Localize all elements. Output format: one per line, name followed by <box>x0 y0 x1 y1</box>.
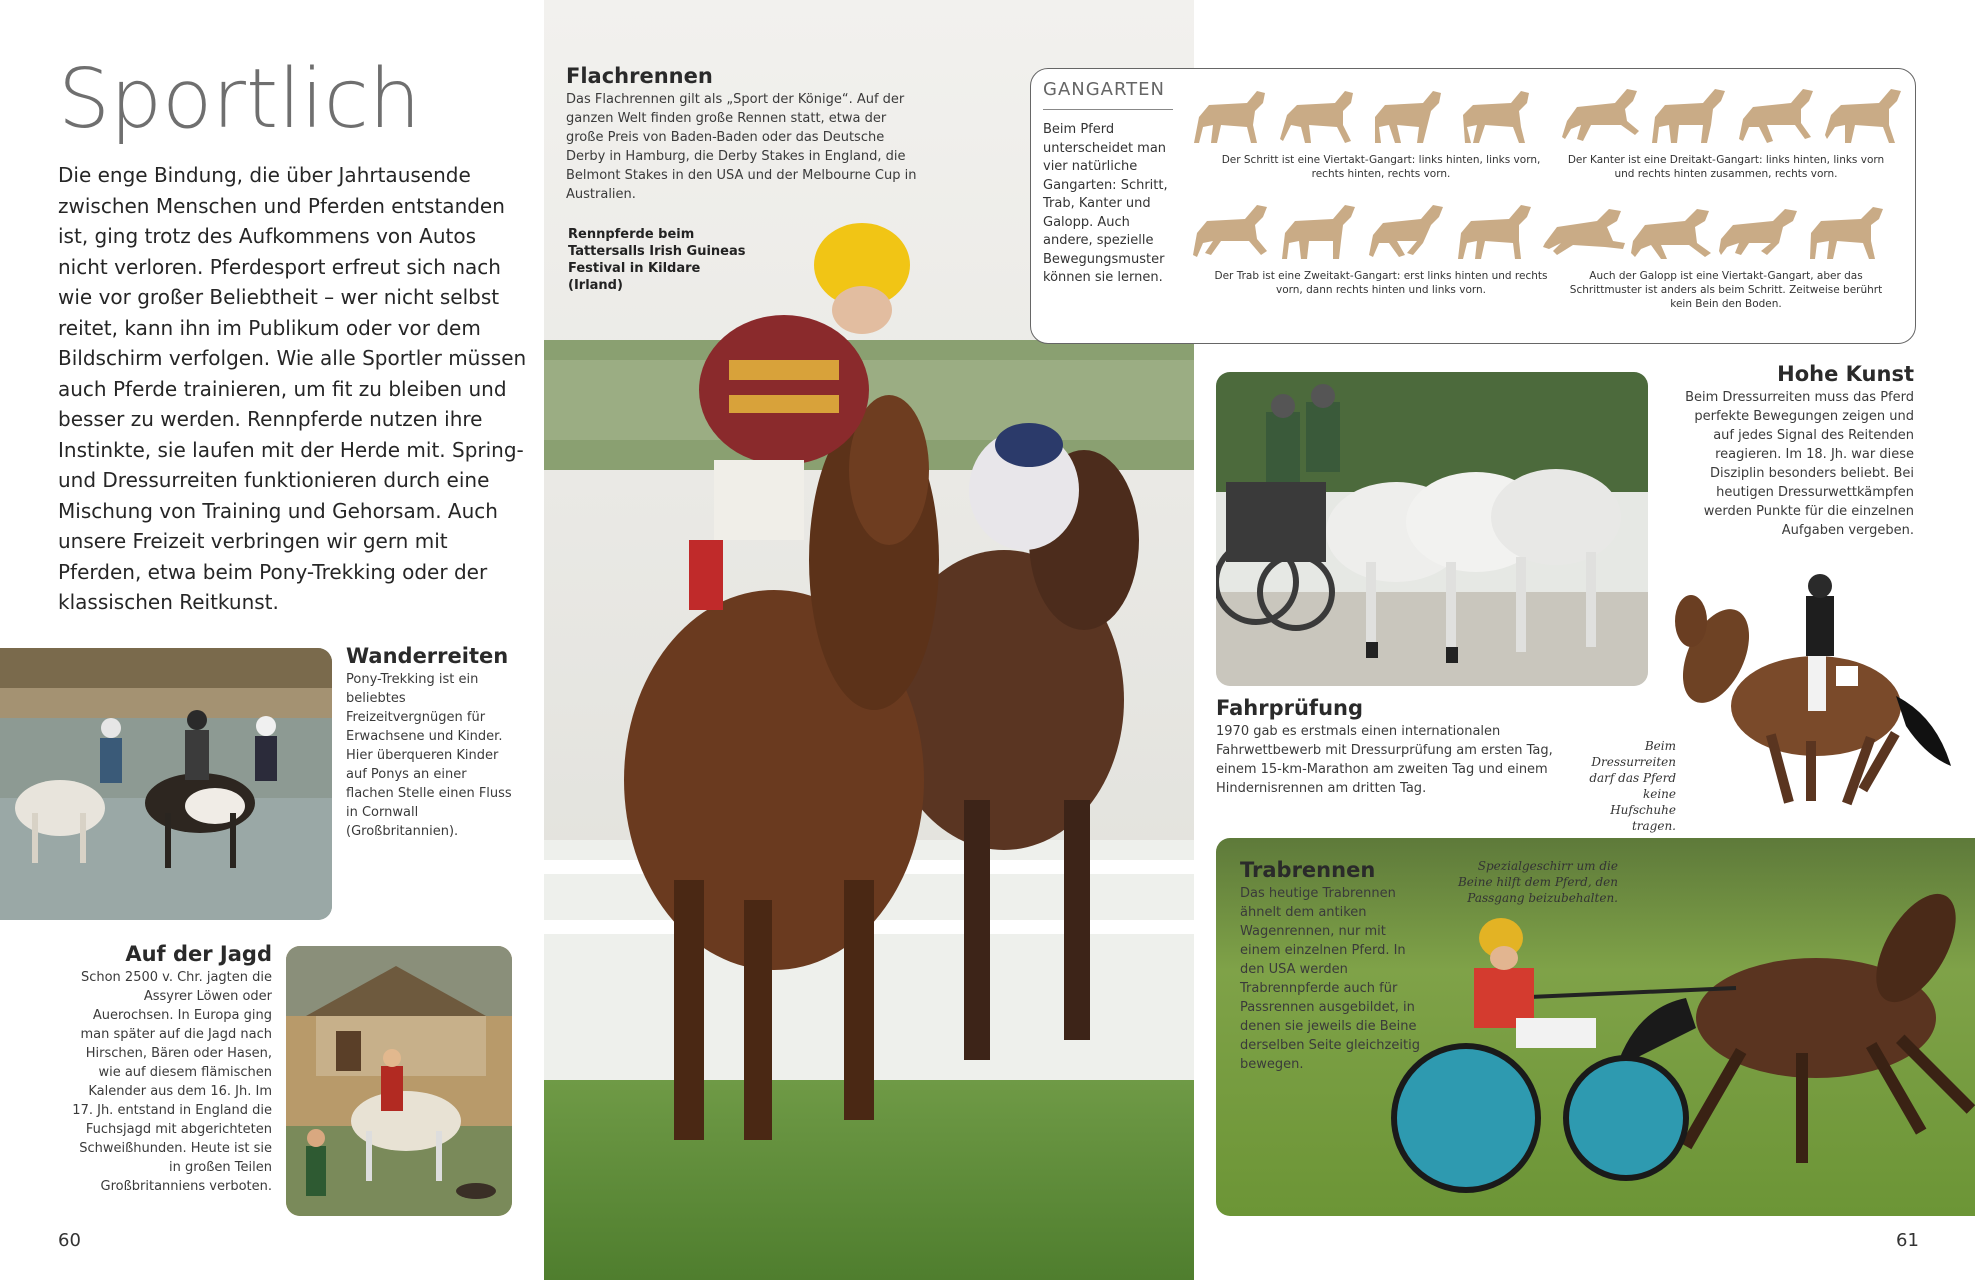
wanderreiten-text: Pony-Trekking ist ein beliebtes Freizeitvergnügen für Erwachsene und Kinder. Hier überqueren Kinder auf Ponys an einer flachen Stelle einen Fluss in Cornwall (Großbritannien). <box>346 672 512 839</box>
kanter-caption: Der Kanter ist eine Dreitakt-Gangart: links hinten, links vorn und rechts hinten zusammen, rechts vorn. <box>1567 154 1885 180</box>
hohe-kunst-note: Beim Dressurreiten darf das Pferd keine Hufschuhe tragen. <box>1589 739 1676 833</box>
trabrennen-text: Das heutige Trabrennen ähnelt dem antiken Wagenrennen, nur mit einem einzelnen Pferd. In den USA werden Trabrennpferde auch für Passrennen ausgebildet, in denen sie jeweils die Beine derselben Seite gleichzeitig bewegen. <box>1240 886 1420 1072</box>
intro-text: Die enge Bindung, die über Jahrtausende zwischen Menschen und Pferden entstanden ist, ging trotz des Aufkommens von Autos nicht verloren. Pferdesport erfreut sich nach wie vor großer Beliebtheit – wer nicht selbst reitet, kann ihn im Publikum oder vor dem Bildschirm verfolgen. Wie alle Sportler müssen auch Pferde trainieren, um fit zu bleiben und besser zu werden. Rennpferde nutzen ihre Instinkte, sie laufen mit der Herde mit. Spring- und Dressurreiten funktionieren durch eine Mischung von Training und Gehorsam. Auch unsere Freizeit verbringen wir gern mit Pferden, etwa beim Pony-Trekking oder der klassischen Reitkunst. <box>58 163 527 614</box>
horse-silhouette-icon <box>1279 197 1363 267</box>
hohe-kunst-text: Beim Dressurreiten muss das Pferd perfekte Bewegungen zeigen und auf jedes Signal des Reitenden reagieren. Im 18. Jh. war diese Disziplin besonders beliebt. Bei heutigen Dressurwettkämpfen werden Punkte für die einzelnen Aufgaben vergeben. <box>1685 390 1914 538</box>
galopp-horses <box>1543 197 1891 267</box>
horse-silhouette-icon <box>1561 81 1645 151</box>
fahrpruefung-photo <box>1216 372 1648 686</box>
horse-silhouette-icon <box>1631 197 1715 267</box>
wanderreiten-title: Wanderreiten <box>346 644 509 668</box>
gangarten-title: GANGARTEN <box>1043 79 1166 100</box>
trab-caption: Der Trab ist eine Zweitakt-Gangart: erst links hinten und rechts vorn, dann rechts hinten und links vorn. <box>1214 270 1548 296</box>
horse-silhouette-icon <box>1719 197 1803 267</box>
flachrennen-caption: Rennpferde beim Tattersalls Irish Guineas Festival in Kildare (Irland) <box>568 227 746 293</box>
horse-silhouette-icon <box>1737 81 1821 151</box>
horse-silhouette-icon <box>1649 81 1733 151</box>
hohe-kunst-title: Hohe Kunst <box>1777 362 1914 386</box>
horse-silhouette-icon <box>1807 197 1891 267</box>
gangarten-divider <box>1043 109 1173 110</box>
dressur-horse-photo <box>1666 556 1962 824</box>
jagd-text: Schon 2500 v. Chr. jagten die Assyrer Löwen oder Auerochsen. In Europa ging man später auf die Jagd nach Hirschen, Bären oder Hasen, wie auf diesem flämischen Kalender aus dem 16. Jh. Im 17. Jh. entstand in England die Fuchsjagd mit abgerichteten Schweißhunden. Heute ist sie in großen Teilen Großbritanniens verboten. <box>72 970 272 1194</box>
page-title: Sportlich <box>58 52 421 147</box>
fahrpruefung-title: Fahrprüfung <box>1216 696 1363 720</box>
kanter-horses <box>1561 81 1909 151</box>
page-number-left: 60 <box>58 1230 81 1251</box>
jagd-painting <box>286 946 512 1216</box>
flachrennen-text: Das Flachrennen gilt als „Sport der Könige“. Auf der ganzen Welt finden große Rennen statt, etwa der große Preis von Baden-Baden oder das Deutsche Derby in Hamburg, die Derby Stakes in England, die Belmont Stakes in den USA und der Melbourne Cup in Australien. <box>566 92 917 202</box>
horse-silhouette-icon <box>1455 81 1539 151</box>
horse-silhouette-icon <box>1543 197 1627 267</box>
wanderreiten-photo <box>0 648 332 920</box>
fahrpruefung-text: 1970 gab es erstmals einen internationalen Fahrwettbewerb mit Dressurprüfung am ersten Tag, einem 15-km-Marathon am zweiten Tag und einem Hindernisrennen am dritten Tag. <box>1216 724 1553 796</box>
horse-silhouette-icon <box>1191 197 1275 267</box>
horse-silhouette-icon <box>1191 81 1275 151</box>
horse-silhouette-icon <box>1279 81 1363 151</box>
trab-horses <box>1191 197 1539 267</box>
horse-silhouette-icon <box>1825 81 1909 151</box>
schritt-horses <box>1191 81 1539 151</box>
gangarten-text: Beim Pferd unterscheidet man vier natürliche Gangarten: Schritt, Trab, Kanter und Galopp. Auch andere, spezielle Bewegungsmuster können sie lernen. <box>1043 122 1168 285</box>
horse-silhouette-icon <box>1367 81 1451 151</box>
schritt-caption: Der Schritt ist eine Viertakt-Gangart: links hinten, links vorn, rechts hinten, rechts vorn. <box>1221 154 1541 180</box>
jagd-title: Auf der Jagd <box>125 942 272 966</box>
flachrennen-title: Flachrennen <box>566 64 713 88</box>
galopp-caption: Auch der Galopp ist eine Viertakt-Gangart, aber das Schrittmuster ist anders als beim Schritt. Zeitweise berührt kein Bein den Boden. <box>1569 270 1883 310</box>
page-number-right: 61 <box>1896 1230 1919 1251</box>
trabrennen-note: Spezialgeschirr um die Beine hilft dem Pferd, den Passgang beizubehalten. <box>1457 859 1618 905</box>
trabrennen-title: Trabrennen <box>1240 858 1376 882</box>
horse-silhouette-icon <box>1367 197 1451 267</box>
horse-silhouette-icon <box>1455 197 1539 267</box>
gangarten-box <box>1030 68 1916 344</box>
